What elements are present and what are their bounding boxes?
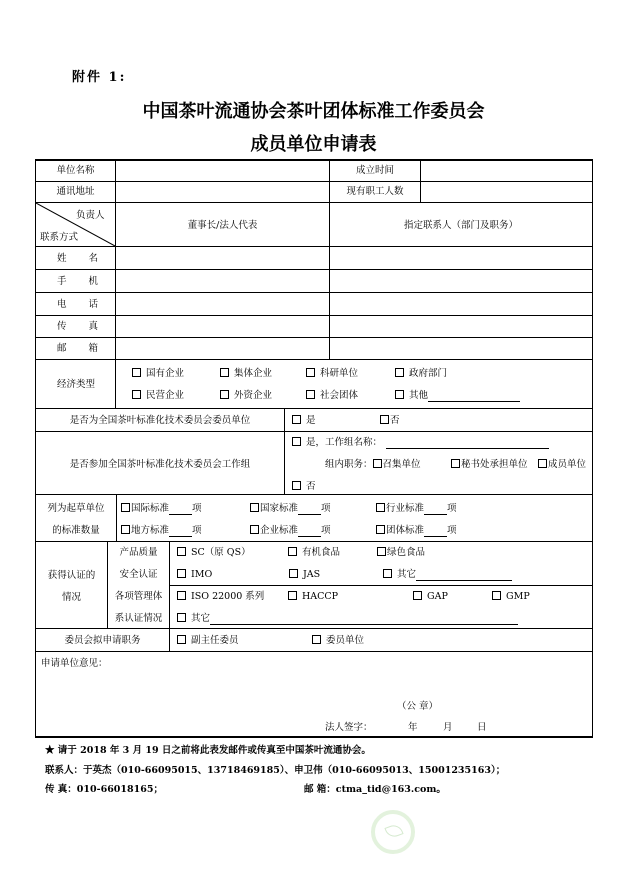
checkbox-icon[interactable] <box>395 390 404 399</box>
day-label: 日 <box>477 722 487 733</box>
checkbox-icon[interactable] <box>177 547 186 556</box>
page-subtitle: 成员单位申请表 <box>250 134 377 155</box>
count-input[interactable] <box>424 504 447 515</box>
row-divider <box>35 337 593 338</box>
seal-text: （公 章） <box>397 701 439 712</box>
checkbox-icon[interactable] <box>289 569 298 578</box>
row-divider <box>35 269 593 270</box>
row-divider <box>169 585 593 586</box>
checkbox-icon[interactable] <box>373 459 382 468</box>
position-label: 委员会拟申请职务 <box>64 635 141 646</box>
mg-option[interactable]: ISO 22000 系列 <box>177 591 264 603</box>
checkbox-icon[interactable] <box>377 547 386 556</box>
sign-label: 法人签字： <box>325 722 373 733</box>
econ-option[interactable]: 国有企业 <box>132 368 184 380</box>
page-title: 中国茶叶流通协会茶叶团体标准工作委员会 <box>142 101 485 122</box>
mg-label-line2: 系认证情况 <box>114 613 163 624</box>
draft-label-line1: 列为起草单位 <box>47 503 105 514</box>
member-no-option[interactable]: 否 <box>380 415 400 427</box>
address-label: 通讯地址 <box>56 186 95 197</box>
row-divider <box>35 408 593 409</box>
count-input[interactable] <box>169 526 192 537</box>
pq-label-line1: 产品质量 <box>119 547 158 558</box>
workgroup-question: 是否参加全国茶叶标准化技术委员会工作组 <box>69 459 251 470</box>
econ-type-label: 经济类型 <box>57 379 96 390</box>
econ-option[interactable]: 民营企业 <box>132 390 184 402</box>
checkbox-icon[interactable] <box>220 390 229 399</box>
draft-option[interactable]: 国际标准 项 <box>121 503 202 515</box>
mg-option[interactable]: GMP <box>492 591 530 603</box>
pq-option[interactable]: SC（原 QS） <box>177 547 251 559</box>
workgroup-no-option[interactable]: 否 <box>292 481 316 493</box>
count-input[interactable] <box>298 526 321 537</box>
count-input[interactable] <box>169 504 192 515</box>
member-question: 是否为全国茶叶标准化技术委员会委员单位 <box>69 415 251 426</box>
checkbox-icon[interactable] <box>292 437 301 446</box>
established-field[interactable] <box>421 161 592 181</box>
checkbox-icon[interactable] <box>121 503 130 512</box>
checkbox-icon[interactable] <box>132 368 141 377</box>
email-line: 邮 箱：ctma_tid@163.com。 <box>304 784 446 795</box>
draft-option[interactable]: 地方标准 项 <box>121 525 202 537</box>
other-input-line[interactable] <box>428 391 520 402</box>
unit-name-label: 单位名称 <box>56 165 95 176</box>
attachment-label: 附件 1: <box>72 70 127 85</box>
draft-label-line2: 的标准数量 <box>52 525 100 536</box>
contact-row-label: 电 话 <box>57 299 99 310</box>
contact-row-label: 邮 箱 <box>57 343 99 354</box>
staff-count-label: 现有职工人数 <box>346 186 404 197</box>
row-divider <box>35 541 593 542</box>
checkbox-icon[interactable] <box>306 368 315 377</box>
draft-option[interactable]: 团体标准 项 <box>376 525 457 537</box>
pq-option[interactable]: 绿色食品 <box>377 547 425 559</box>
count-input[interactable] <box>424 526 447 537</box>
checkbox-icon[interactable] <box>250 525 259 534</box>
row-divider <box>35 494 593 495</box>
pq-option[interactable]: 有机食品 <box>288 547 340 559</box>
workgroup-yes-option[interactable]: 是，工作组名称： <box>292 437 549 449</box>
checkbox-icon[interactable] <box>395 368 404 377</box>
watermark-seal-icon <box>371 810 415 854</box>
col-contact: 指定联系人（部门及职务） <box>403 220 518 231</box>
role-option[interactable]: 秘书处承担单位 <box>451 459 528 471</box>
econ-option[interactable]: 外资企业 <box>220 390 272 402</box>
row-divider <box>35 315 593 316</box>
established-label: 成立时间 <box>355 165 394 176</box>
other-input-line[interactable] <box>416 570 512 581</box>
row-divider <box>35 202 593 203</box>
checkbox-icon[interactable] <box>383 569 392 578</box>
cert-label-line2: 情况 <box>61 592 81 603</box>
checkbox-icon[interactable] <box>292 481 301 490</box>
row-divider <box>35 628 593 629</box>
econ-option[interactable]: 政府部门 <box>395 368 447 380</box>
count-input[interactable] <box>298 504 321 515</box>
workgroup-role-row: 组内职务： 召集单位 <box>325 459 421 470</box>
cert-label-line1: 获得认证的 <box>47 570 96 581</box>
address-field[interactable] <box>116 182 329 202</box>
checkbox-icon[interactable] <box>288 591 297 600</box>
member-yes-option[interactable]: 是 <box>292 415 316 427</box>
checkbox-icon[interactable] <box>177 635 186 644</box>
econ-option-other[interactable]: 其他 <box>395 390 520 402</box>
row-divider <box>35 431 593 432</box>
other-input-line[interactable] <box>210 614 518 625</box>
checkbox-icon[interactable] <box>121 525 130 534</box>
unit-name-field[interactable] <box>116 161 329 181</box>
position-option[interactable]: 副主任委员 <box>177 635 239 647</box>
checkbox-icon[interactable] <box>376 525 385 534</box>
opinion-field[interactable] <box>40 672 588 692</box>
mg-label-line1: 各项管理体 <box>114 591 163 602</box>
col-legal-rep: 董事长/法人代表 <box>187 220 258 231</box>
pq-option[interactable]: IMO <box>177 569 212 581</box>
contact-row-label: 传 真 <box>57 321 99 332</box>
econ-option[interactable]: 集体企业 <box>220 368 272 380</box>
checkbox-icon[interactable] <box>492 591 501 600</box>
contact-row-label: 姓 名 <box>57 253 99 264</box>
month-label: 月 <box>443 722 453 733</box>
mg-option[interactable]: GAP <box>413 591 448 603</box>
econ-option[interactable]: 社会团体 <box>306 390 358 402</box>
row-divider <box>35 292 593 293</box>
row-divider <box>35 246 593 247</box>
contact-row-label: 手 机 <box>57 276 99 287</box>
row-divider <box>35 359 593 360</box>
position-option[interactable]: 委员单位 <box>312 635 364 647</box>
pq-option-other[interactable]: 其它 <box>383 569 512 581</box>
pq-option[interactable]: JAS <box>289 569 320 581</box>
table-border-right <box>592 159 593 737</box>
row-divider <box>35 651 593 652</box>
checkbox-icon[interactable] <box>288 547 297 556</box>
checkbox-icon[interactable] <box>132 390 141 399</box>
checkbox-icon[interactable] <box>292 415 301 424</box>
draft-option[interactable]: 行业标准 项 <box>376 503 457 515</box>
checkbox-icon[interactable] <box>376 503 385 512</box>
table-border-bottom <box>35 736 593 738</box>
role-option[interactable]: 召集单位 <box>373 459 421 470</box>
econ-option[interactable]: 科研单位 <box>306 368 358 380</box>
leaf-icon <box>384 823 403 840</box>
draft-option[interactable]: 企业标准 项 <box>250 525 331 537</box>
checkbox-icon[interactable] <box>250 503 259 512</box>
checkbox-icon[interactable] <box>177 613 186 622</box>
checkbox-icon[interactable] <box>380 415 389 424</box>
year-label: 年 <box>408 722 418 733</box>
checkbox-icon[interactable] <box>451 459 460 468</box>
workgroup-name-input[interactable] <box>386 438 549 449</box>
mg-option-other[interactable]: 其它 <box>177 613 518 625</box>
diag-header-bottom: 联系方式 <box>40 232 79 243</box>
diag-header-top: 负责人 <box>76 210 105 221</box>
deadline-note: ★ 请于 2018 年 3 月 19 日之前将此表发邮件或传真至中国茶叶流通协会。 <box>45 745 371 756</box>
draft-option[interactable]: 国家标准 项 <box>250 503 331 515</box>
col-divider <box>169 541 170 629</box>
col-divider <box>116 494 117 541</box>
contacts-line: 联系人：于英杰（010-66095015、13718469185）、申卫伟（010-66095013、15001235163）； <box>45 765 506 776</box>
col-divider <box>284 408 285 495</box>
checkbox-icon[interactable] <box>177 569 186 578</box>
col-divider <box>169 628 170 651</box>
checkbox-icon[interactable] <box>538 459 547 468</box>
staff-count-field[interactable] <box>421 182 592 202</box>
checkbox-icon[interactable] <box>413 591 422 600</box>
opinion-label: 申请单位意见： <box>41 658 108 669</box>
checkbox-icon[interactable] <box>220 368 229 377</box>
mg-option[interactable]: HACCP <box>288 591 338 603</box>
pq-label-line2: 安全认证 <box>119 569 158 580</box>
role-option[interactable]: 成员单位 <box>538 459 586 471</box>
fax-line: 传 真：010-66018165； <box>45 784 163 795</box>
checkbox-icon[interactable] <box>312 635 321 644</box>
checkbox-icon[interactable] <box>306 390 315 399</box>
checkbox-icon[interactable] <box>177 591 186 600</box>
